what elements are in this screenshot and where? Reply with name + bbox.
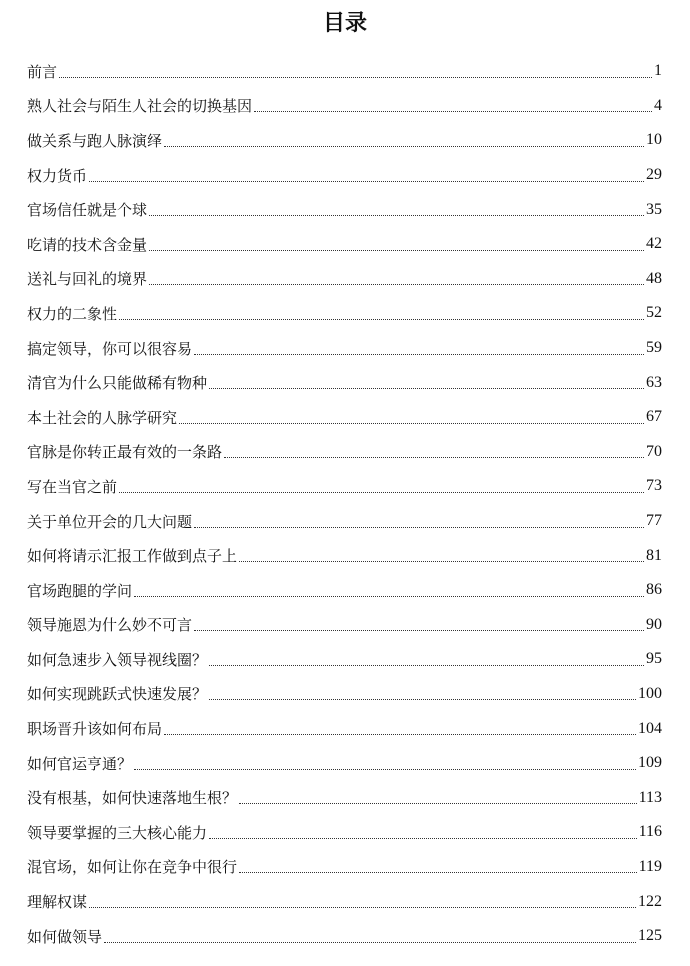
- toc-entry[interactable]: [27, 746, 662, 781]
- dot-leader: [89, 181, 644, 182]
- toc-entry-page-number: 81: [646, 546, 662, 564]
- toc-entry[interactable]: [27, 158, 662, 193]
- dot-leader: [149, 215, 644, 216]
- dot-leader: [209, 388, 644, 389]
- toc-entry-page-number: 67: [646, 408, 662, 426]
- toc-entry-title: 理解权谋: [27, 893, 88, 912]
- dot-leader: [254, 111, 652, 112]
- dot-leader: [104, 942, 636, 943]
- toc-entry[interactable]: [27, 365, 662, 400]
- toc-entry-page-number: 100: [638, 684, 662, 702]
- toc-entry-page-number: 52: [646, 304, 662, 322]
- toc-entry[interactable]: [27, 850, 662, 885]
- dot-leader: [119, 319, 644, 320]
- dot-leader: [239, 803, 637, 804]
- toc-entry-title: 搞定领导，你可以很容易: [27, 339, 193, 358]
- toc-entry-title: 清官为什么只能做稀有物种: [27, 374, 208, 393]
- dot-leader: [59, 77, 652, 78]
- toc-entry-page-number: 109: [638, 754, 662, 772]
- dot-leader: [164, 146, 644, 147]
- toc-entry-page-number: 104: [638, 719, 662, 737]
- toc-entry[interactable]: [27, 89, 662, 124]
- dot-leader: [209, 665, 644, 666]
- toc-entry-page-number: 29: [646, 166, 662, 184]
- toc-entry[interactable]: [27, 608, 662, 643]
- toc-entry-page-number: 113: [638, 788, 662, 806]
- toc-entry[interactable]: [27, 123, 662, 158]
- toc-entry-title: 写在当官之前: [27, 477, 118, 496]
- toc-entry-title: 领导施恩为什么妙不可言: [27, 616, 193, 635]
- toc-entry-page-number: 48: [646, 269, 662, 287]
- toc-entry-page-number: 63: [646, 373, 662, 391]
- toc-entry-title: 如何急速步入领导视线圈？: [27, 650, 208, 669]
- toc-entry-title: 如何官运亨通？: [27, 754, 133, 773]
- toc-entry-page-number: 1: [654, 62, 662, 80]
- toc-entry-page-number: 4: [654, 96, 662, 114]
- toc-entry-title: 如何做领导: [27, 927, 103, 946]
- dot-leader: [149, 284, 644, 285]
- toc-entry-page-number: 59: [646, 339, 662, 357]
- toc-entry[interactable]: [27, 54, 662, 89]
- toc-entry[interactable]: [27, 331, 662, 366]
- dot-leader: [224, 457, 644, 458]
- dot-leader: [194, 527, 644, 528]
- toc-entry[interactable]: [27, 262, 662, 297]
- toc-entry[interactable]: [27, 884, 662, 919]
- toc-entry-title: 本土社会的人脉学研究: [27, 408, 178, 427]
- toc-entry[interactable]: [27, 538, 662, 573]
- toc-entry-title: 官场跑腿的学问: [27, 581, 133, 600]
- toc-entry-title: 官场信任就是个球: [27, 201, 148, 220]
- toc-entry-page-number: 10: [646, 131, 662, 149]
- toc-entry-page-number: 125: [638, 927, 662, 945]
- dot-leader: [179, 423, 644, 424]
- toc-entry[interactable]: [27, 780, 662, 815]
- toc-entry[interactable]: [27, 573, 662, 608]
- toc-entry[interactable]: [27, 642, 662, 677]
- toc-title: 目录: [322, 11, 367, 36]
- toc-entry-page-number: 122: [638, 892, 662, 910]
- toc-entry-page-number: 42: [646, 235, 662, 253]
- dot-leader: [239, 872, 637, 873]
- toc-list: [27, 54, 662, 953]
- toc-entry-title: 吃请的技术含金量: [27, 235, 148, 254]
- toc-entry-page-number: 116: [638, 823, 662, 841]
- toc-entry-page-number: 73: [646, 477, 662, 495]
- toc-entry-title: 做关系与跑人脉演绎: [27, 131, 163, 150]
- toc-entry-title: 熟人社会与陌生人社会的切换基因: [27, 97, 253, 116]
- dot-leader: [119, 492, 644, 493]
- toc-entry-page-number: 35: [646, 200, 662, 218]
- toc-entry-page-number: 70: [646, 442, 662, 460]
- toc-entry-page-number: 86: [646, 581, 662, 599]
- dot-leader: [194, 630, 644, 631]
- dot-leader: [134, 769, 636, 770]
- toc-entry-title: 混官场，如何让你在竞争中很行: [27, 858, 238, 877]
- toc-entry[interactable]: [27, 469, 662, 504]
- toc-entry[interactable]: [27, 815, 662, 850]
- dot-leader: [209, 699, 636, 700]
- toc-entry[interactable]: [27, 296, 662, 331]
- toc-entry[interactable]: [27, 711, 662, 746]
- toc-entry-page-number: 77: [646, 512, 662, 530]
- toc-entry-page-number: 95: [646, 650, 662, 668]
- dot-leader: [89, 907, 636, 908]
- toc-entry-title: 职场晋升该如何布局: [27, 720, 163, 739]
- toc-entry[interactable]: [27, 504, 662, 539]
- dot-leader: [239, 561, 644, 562]
- toc-entry-title: 官脉是你转正最有效的一条路: [27, 443, 223, 462]
- toc-entry-title: 如何实现跳跃式快速发展？: [27, 685, 208, 704]
- toc-entry[interactable]: [27, 192, 662, 227]
- toc-entry-title: 没有根基，如何快速落地生根？: [27, 789, 238, 808]
- toc-entry-title: 关于单位开会的几大问题: [27, 512, 193, 531]
- toc-entry[interactable]: [27, 400, 662, 435]
- dot-leader: [194, 354, 644, 355]
- toc-entry[interactable]: [27, 227, 662, 262]
- toc-entry-title: 权力的二象性: [27, 304, 118, 323]
- toc-entry-page-number: 90: [646, 615, 662, 633]
- toc-entry-title: 权力货币: [27, 166, 88, 185]
- dot-leader: [134, 596, 644, 597]
- dot-leader: [149, 250, 644, 251]
- toc-entry-title: 领导要掌握的三大核心能力: [27, 823, 208, 842]
- toc-entry-page-number: 119: [638, 857, 662, 875]
- dot-leader: [209, 838, 637, 839]
- toc-entry-title: 如何将请示汇报工作做到点子上: [27, 547, 238, 566]
- dot-leader: [164, 734, 636, 735]
- toc-entry-title: 前言: [27, 62, 58, 81]
- toc-entry[interactable]: [27, 677, 662, 712]
- toc-entry[interactable]: [27, 435, 662, 470]
- toc-entry-title: 送礼与回礼的境界: [27, 270, 148, 289]
- toc-entry[interactable]: [27, 919, 662, 954]
